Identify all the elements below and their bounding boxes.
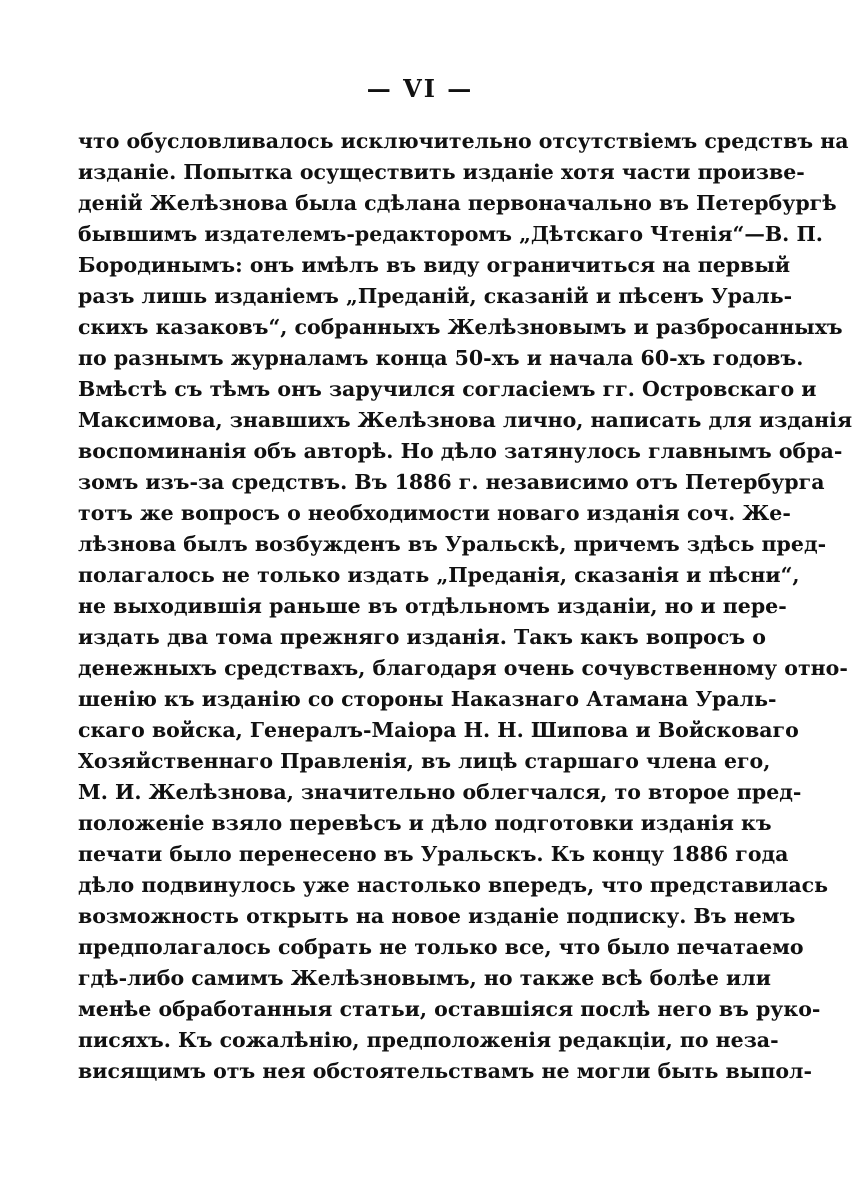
text-line: Хозяйственнаго Правленія, въ лицѣ старшаго члена его, <box>78 749 771 773</box>
text-line: воспоминанія объ авторѣ. Но дѣло затянулось главнымъ обра- <box>78 439 843 463</box>
text-line: денежныхъ средствахъ, благодаря очень сочувственному отно- <box>78 656 848 680</box>
text-line: висящимъ отъ нея обстоятельствамъ не могли быть выпол- <box>78 1059 812 1083</box>
text-line: Максимова, знавшихъ Желѣзнова лично, написать для изданія <box>78 408 852 432</box>
text-line: М. И. Желѣзнова, значительно облегчался, то второе пред- <box>78 780 802 804</box>
text-line: менѣе обработанныя статьи, оставшіяся послѣ него въ руко- <box>78 997 821 1021</box>
page-number: — VI — <box>366 74 474 103</box>
text-line: положеніе взяло перевѣсъ и дѣло подготовки изданія къ <box>78 811 772 835</box>
text-line: разъ лишь изданіемъ „Преданій, сказаній и пѣсенъ Ураль- <box>78 284 793 308</box>
body-text <box>78 126 852 1087</box>
text-line: издать два тома прежняго изданія. Такъ какъ вопросъ о <box>78 625 766 649</box>
text-line: деній Желѣзнова была сдѣлана первоначально въ Петербургѣ <box>78 191 837 215</box>
text-line: зомъ изъ-за средствъ. Въ 1886 г. независимо отъ Петербурга <box>78 470 825 494</box>
text-line: гдѣ-либо самимъ Желѣзновымъ, но также всѣ болѣе или <box>78 966 771 990</box>
text-line: писяхъ. Къ сожалѣнію, предположенія редакціи, по неза- <box>78 1028 779 1052</box>
text-line: Вмѣстѣ съ тѣмъ онъ заручился согласіемъ гг. Островскаго и <box>78 377 817 401</box>
text-line: тотъ же вопросъ о необходимости новаго изданія соч. Же- <box>78 501 791 525</box>
text-line: шенію къ изданію со стороны Наказнаго Атамана Ураль- <box>78 687 777 711</box>
text-line: по разнымъ журналамъ конца 50-хъ и начала 60-хъ годовъ. <box>78 346 804 370</box>
text-line: предполагалось собрать не только все, что было печатаемо <box>78 935 804 959</box>
text-line: скихъ казаковъ“, собранныхъ Желѣзновымъ и разбросанныхъ <box>78 315 843 339</box>
text-line: полагалось не только издать „Преданія, сказанія и пѣсни“, <box>78 563 800 587</box>
text-line: что обусловливалось исключительно отсутствіемъ средствъ на <box>78 129 849 153</box>
text-line: дѣло подвинулось уже настолько впередъ, что представилась <box>78 873 828 897</box>
text-line: Бородинымъ: онъ имѣлъ въ виду ограничиться на первый <box>78 253 791 277</box>
text-line: бывшимъ издателемъ-редакторомъ „Дѣтскаго Чтенія“—В. П. <box>78 222 823 246</box>
text-line: лѣзнова былъ возбужденъ въ Уральскѣ, причемъ здѣсь пред- <box>78 532 827 556</box>
text-line: печати было перенесено въ Уральскъ. Къ концу 1886 года <box>78 842 789 866</box>
text-line: скаго войска, Генералъ-Маіора Н. Н. Шипова и Войсковаго <box>78 718 799 742</box>
text-line: изданіе. Попытка осуществить изданіе хотя части произве- <box>78 160 805 184</box>
text-line: возможность открыть на новое изданіе подписку. Въ немъ <box>78 904 796 928</box>
text-line: не выходившія раньше въ отдѣльномъ изданіи, но и пере- <box>78 594 787 618</box>
